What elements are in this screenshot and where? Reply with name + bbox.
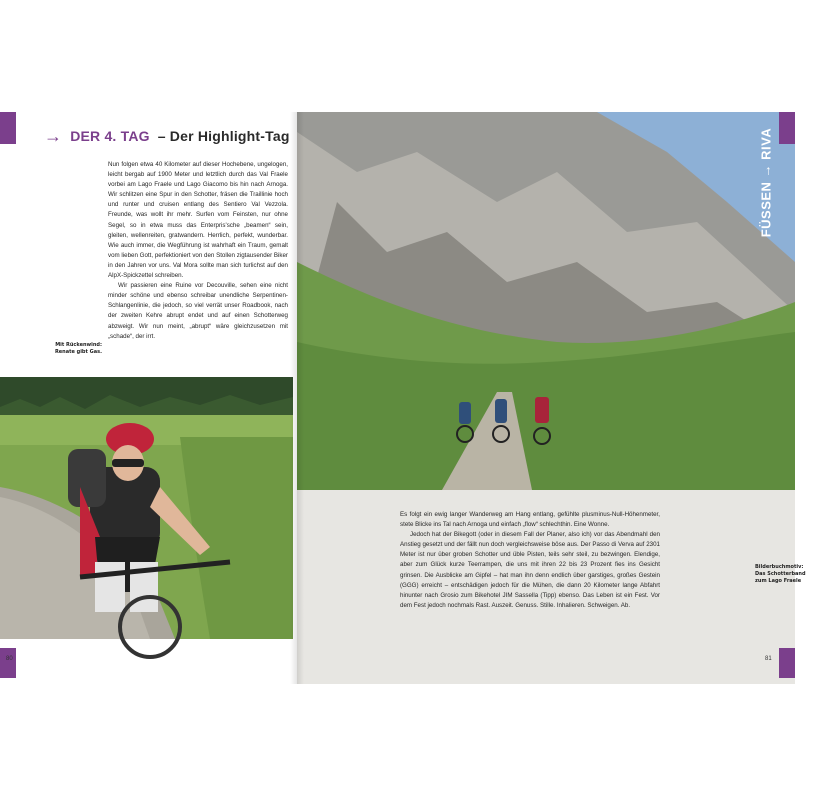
left-page-number: 80 — [6, 656, 13, 662]
chapter-tab-top-right — [779, 112, 795, 144]
arrow-right-icon: → — [44, 126, 63, 146]
book-spread — [0, 112, 806, 684]
mountain-photo — [297, 112, 795, 490]
heading-title: – Der Highlight-Tag — [157, 128, 290, 144]
running-head-text: FÜSSEN → RIVA — [758, 127, 774, 237]
right-page-number: 81 — [765, 656, 772, 662]
chapter-tab-bottom-right — [779, 648, 795, 678]
gutter-shadow — [290, 112, 304, 684]
left-body-text — [108, 160, 288, 342]
left-page — [0, 112, 297, 684]
right-paragraph-2: Jedoch hat der Bikegott (oder in diesem Fall der Planer, also ich) vor das Abendmahl den Anstieg gesetzt und der fällt nun doch vergleichsweise böse aus. Der Passo di Verva auf 2301 Meter ist nur über groben Schotter und üble Pisten, teils sehr steil, zu bezwingen. Elendige, aber zum Glück kurze Teerrampen, die uns mit ihren 22 bis 23 Prozent fies ins Gesicht grinsen. Die Ausblicke am Gipfel – hat man ihn denn endlich über garstiges, großes Gestein (GGG) erreicht – entschädigen jedoch für die Mühen, die dann 20 Kilometer lange Abfahrt hinunter nach Grosio zum Bikehotel JIM Sassella (Tipp) ebenso. Das Leben ist ein Fest. Vor dem Fest jedoch nochmals Rast. Auszeit. Genuss. Stille. Inhalieren. Schweigen. Ab. — [400, 531, 660, 609]
right-photo-caption: Bilderbuchmotiv: Das Schotterband zum Lago Fraele — [755, 564, 806, 584]
left-paragraph-2: Wir passieren eine Ruine vor Decouville, sehen eine nicht minder schöne und ebenso schreibar unendliche Serpentinen-Schlangenlinie, die jedoch, so viel verrät unser Roadbook, nach der zweiten Kehre abrupt endet und auf einen Schotterweg abzweigt. Wir nun meint, „abrupt“ wäre gleichzusetzen mit „schade“, der irrt. — [108, 282, 288, 340]
cyclist-photo — [0, 377, 293, 639]
chapter-tab-bottom-left — [0, 648, 16, 678]
chapter-heading — [44, 125, 290, 147]
chapter-tab-top-left — [0, 112, 16, 144]
heading-day: DER 4. TAG — [70, 128, 150, 144]
right-paragraph-1: Es folgt ein ewig langer Wanderweg am Hang entlang, gefühlte plusminus-Null-Höhenmeter, stete Blicke ins Tal nach Arnoga und einfach „flow“ schlechthin. Eine Wonne. — [400, 511, 660, 529]
left-paragraph-1: Nun folgen etwa 40 Kilometer auf dieser Hochebene, ungelogen, leicht bergab auf 1900 Meter und letztlich durch das Val Fraele vorbei am Lago Fraele und Lago Giacomo bis hin nach Arnoga. Wir schlitzen eine Spur in den Schotter, fräsen die Traillinie hoch und runter und cruisen entlang des Sentiero Val Vezzola. Freunde, was wollt ihr mehr. Surfen vom Feinsten, nur ohne Segel, so in etwa muss das Enterpris'sche „beamen“ sein, gleiten, wellenreiten, gratwandern. Herrlich, perfekt, wunderbar. Wie auch immer, die Wegführung ist wahrhaft ein Traum, gemalt vom lieben Gott, perfektioniert von den Stollen zigtausender Biker in den Jahren vor uns. Val Mora sollte man sich turlichst auf den AlpX-Spickzettel schreiben. — [108, 161, 288, 280]
running-head — [754, 112, 778, 252]
right-body-text — [400, 510, 660, 611]
left-photo-caption: Mit Rückenwind: Renate gibt Gas. — [54, 342, 102, 355]
